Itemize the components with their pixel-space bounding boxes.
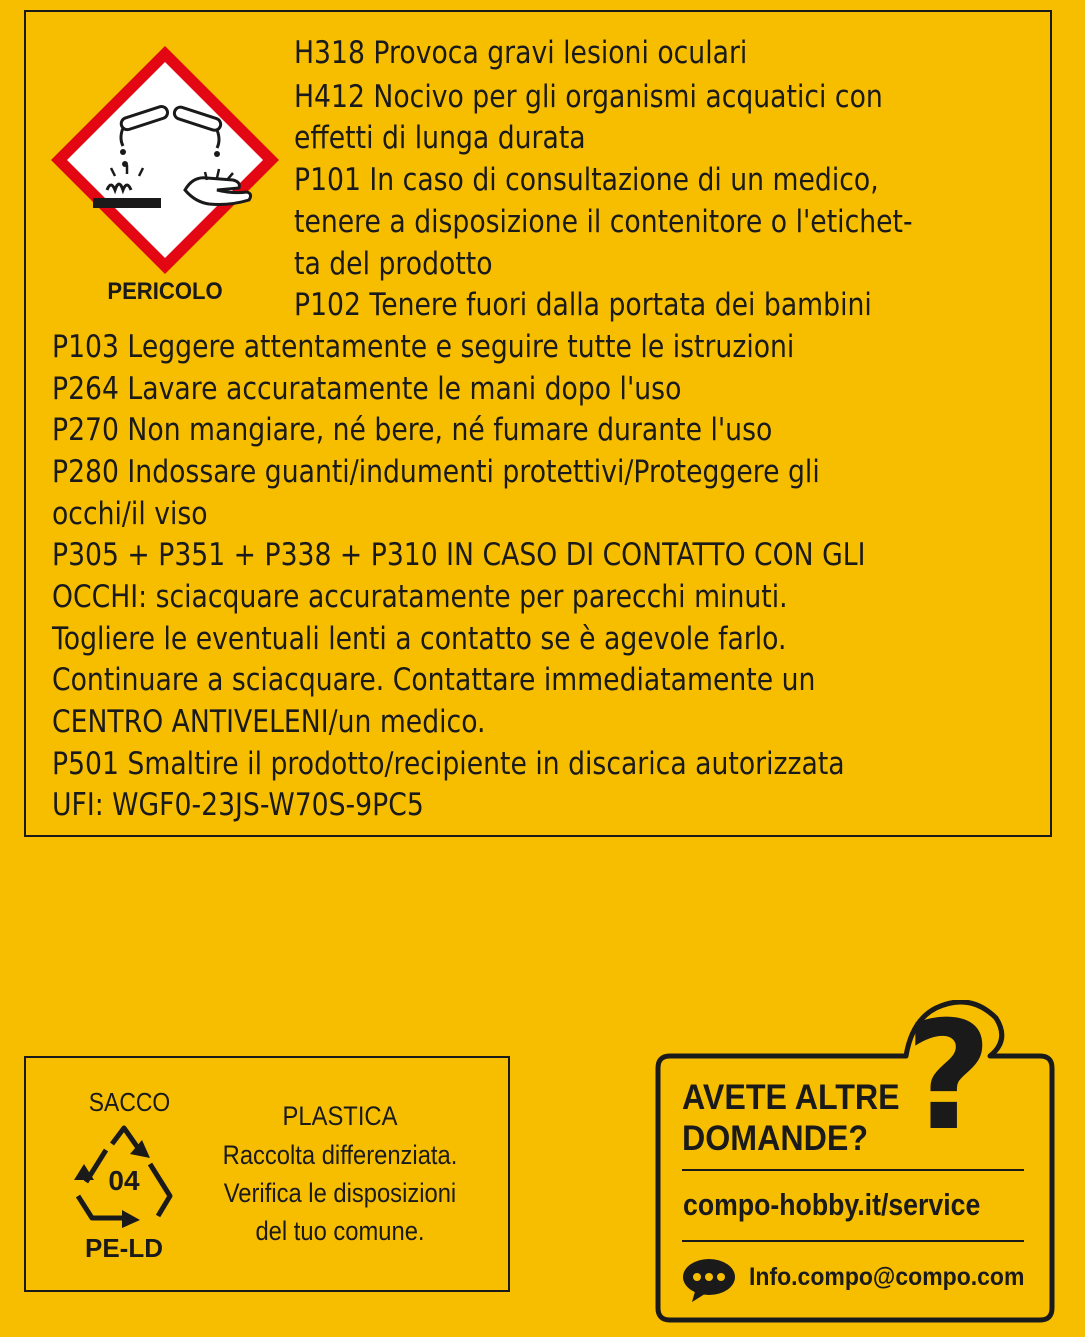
hazard-statement: H412 Nocivo per gli organismi acquatici con: [294, 79, 883, 115]
divider: [682, 1169, 1024, 1171]
material-code: PE-LD: [85, 1233, 163, 1263]
precaution-statement: P264 Lavare accuratamente le mani dopo l'uso: [52, 371, 682, 407]
precaution-statement: occhi/il viso: [52, 496, 208, 532]
email-link[interactable]: Info.compo@compo.com: [749, 1263, 1025, 1291]
precaution-statement: ta del prodotto: [294, 246, 493, 282]
corrosion-icon: [45, 40, 285, 280]
precaution-statement: P280 Indossare guanti/indumenti protettivi/Proteggere gli: [52, 454, 820, 490]
hazard-statement: H318 Provoca gravi lesioni oculari: [294, 35, 748, 71]
precaution-statement: P305 + P351 + P338 + P310 IN CASO DI CONTATTO CON GLI: [52, 537, 866, 573]
recycle-icon: [66, 1124, 182, 1234]
hazard-statement: effetti di lunga durata: [294, 120, 586, 156]
signal-word: PERICOLO: [107, 278, 223, 305]
precaution-statement: P103 Leggere attentamente e seguire tutte le istruzioni: [52, 329, 795, 365]
recycling-code: 04: [108, 1165, 140, 1196]
recycling-instructions: del tuo comune.: [255, 1216, 425, 1246]
precaution-statement: CENTRO ANTIVELENI/un medico.: [52, 704, 486, 740]
recycling-item-label: SACCO: [88, 1087, 171, 1117]
precaution-statement: P501 Smaltire il prodotto/recipiente in discarica autorizzata: [52, 746, 845, 782]
contact-question: AVETE ALTRE: [682, 1078, 900, 1117]
precaution-statement: OCCHI: sciacquare accuratamente per parecchi minuti.: [52, 579, 788, 615]
ufi-code: UFI: WGF0-23JS-W70S-9PC5: [52, 787, 424, 823]
precaution-statement: P270 Non mangiare, né bere, né fumare durante l'uso: [52, 412, 773, 448]
precaution-statement: Continuare a sciacquare. Contattare immediatamente un: [52, 662, 816, 698]
chat-bubble-icon: [682, 1258, 736, 1302]
precaution-statement: tenere a disposizione il contenitore o l'etichet-: [294, 204, 913, 240]
recycling-instructions: Raccolta differenziata.: [222, 1140, 458, 1170]
divider: [682, 1240, 1024, 1242]
service-link[interactable]: compo-hobby.it/service: [683, 1187, 981, 1222]
precaution-statement: P102 Tenere fuori dalla portata dei bambini: [294, 287, 872, 323]
precaution-statement: P101 In caso di consultazione di un medico,: [294, 162, 879, 198]
contact-question: DOMANDE?: [682, 1119, 869, 1158]
precaution-statement: Togliere le eventuali lenti a contatto se è agevole farlo.: [52, 621, 787, 657]
question-mark-icon: ?: [905, 990, 993, 1164]
recycling-instructions: Verifica le disposizioni: [223, 1178, 457, 1208]
recycling-title: PLASTICA: [282, 1101, 398, 1131]
